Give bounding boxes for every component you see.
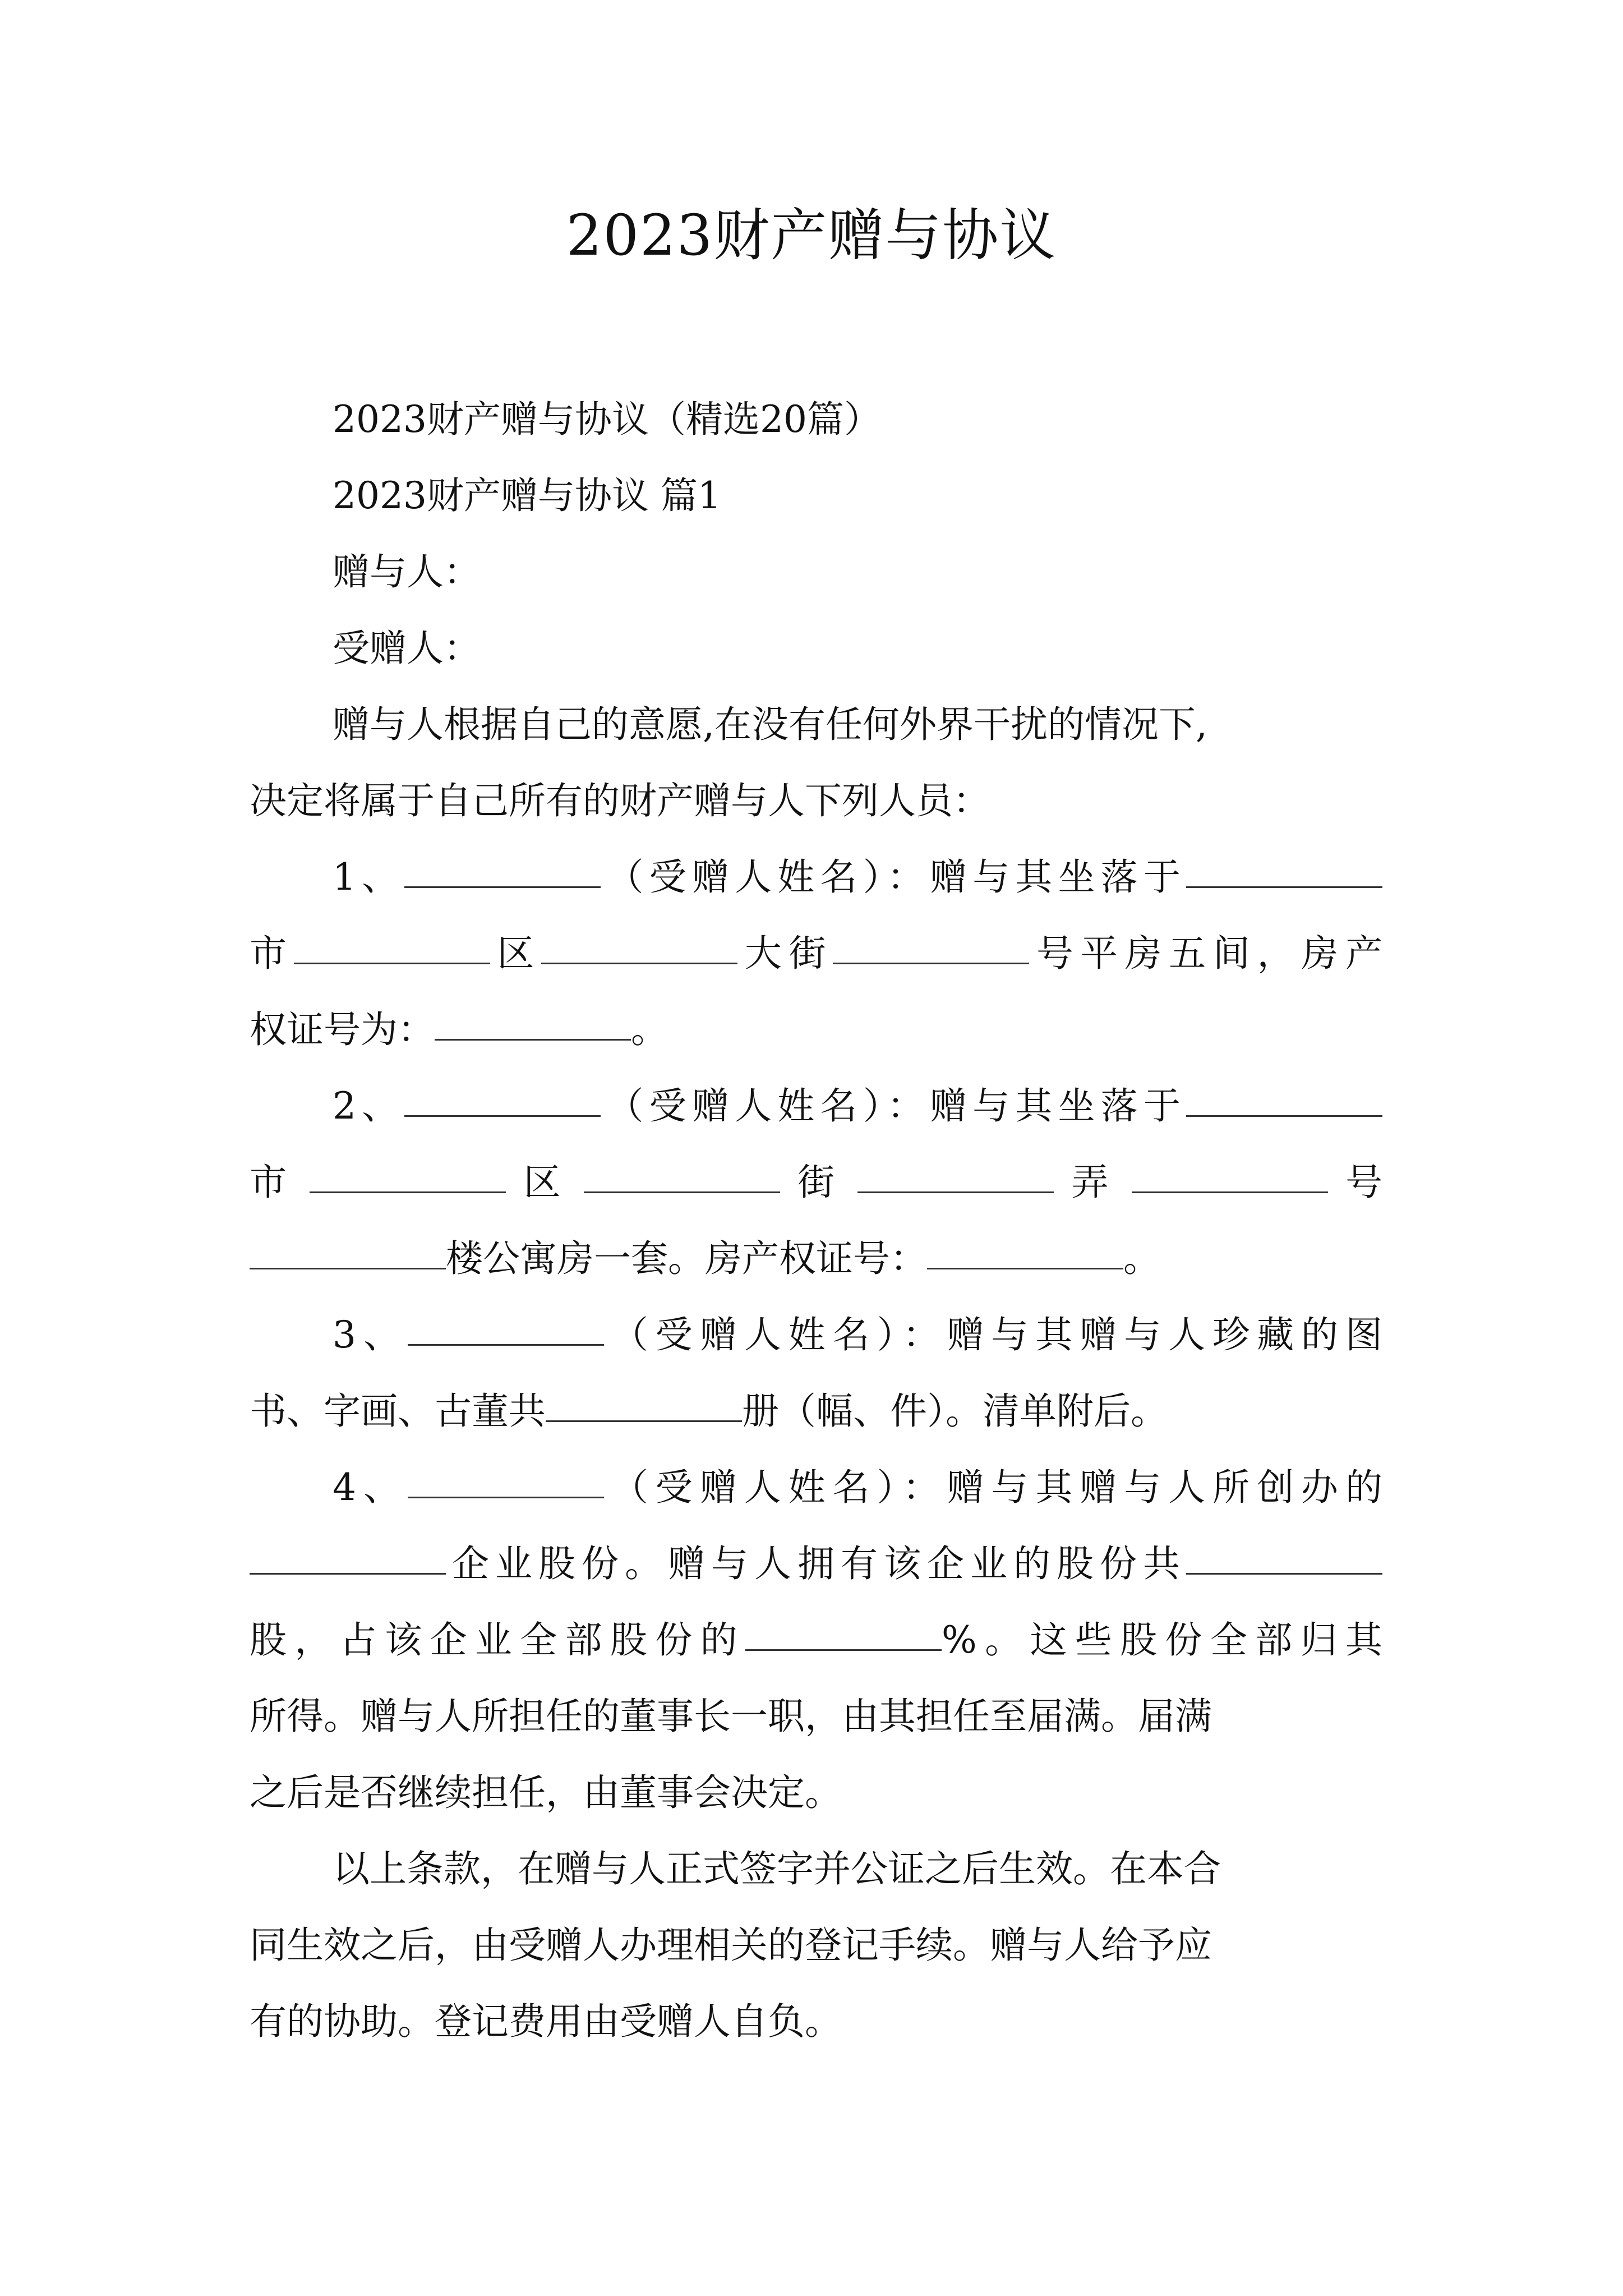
street-label: 大街 bbox=[737, 932, 833, 975]
item-text: 册（幅、件）。清单附后。 bbox=[742, 1389, 1168, 1433]
district-label: 区 bbox=[523, 1161, 566, 1204]
shares-blank[interactable] bbox=[1186, 1573, 1382, 1575]
item4-line-3 bbox=[250, 1602, 1382, 1678]
city-label: 市 bbox=[250, 1161, 293, 1204]
item3-line-1 bbox=[250, 1297, 1382, 1373]
intro-line-1: 赠与人根据自己的意愿,在没有任何外界干扰的情况下, bbox=[333, 703, 1207, 746]
item-number: 1、 bbox=[333, 855, 405, 899]
item-text: （受赠人姓名）：赠与其坐落于 bbox=[601, 855, 1187, 899]
item-text: （受赠人姓名）：赠与其赠与人所创办的 bbox=[603, 1466, 1382, 1509]
number-label: 号 bbox=[1345, 1161, 1382, 1204]
item3-line-2 bbox=[250, 1373, 1382, 1450]
donee-name-blank[interactable] bbox=[408, 1344, 604, 1346]
item-number: 4、 bbox=[333, 1466, 408, 1509]
building-blank[interactable] bbox=[250, 1268, 446, 1269]
location-blank[interactable] bbox=[1186, 886, 1382, 888]
item4-line-2 bbox=[250, 1526, 1382, 1602]
street-blank[interactable] bbox=[833, 963, 1029, 964]
item-text: 企业股份。赠与人拥有该企业的股份共 bbox=[446, 1542, 1186, 1585]
item-end: 。 bbox=[1123, 1237, 1160, 1280]
item-end: 。 bbox=[631, 1008, 668, 1051]
item2-line-2 bbox=[250, 1144, 1382, 1221]
donee-label: 受赠人： bbox=[333, 627, 481, 670]
item2-line-1 bbox=[250, 1068, 1382, 1144]
percent-blank[interactable] bbox=[745, 1649, 942, 1651]
section-heading: 2023财产赠与协议 篇1 bbox=[333, 474, 721, 517]
intro-line-2: 决定将属于自己所有的财产赠与人下列人员： bbox=[250, 779, 990, 822]
district-label: 区 bbox=[490, 932, 542, 975]
item1-line-1 bbox=[250, 839, 1382, 915]
district-blank[interactable] bbox=[541, 963, 737, 964]
location-blank[interactable] bbox=[1186, 1115, 1382, 1117]
quantity-blank[interactable] bbox=[546, 1420, 742, 1422]
donee-name-blank[interactable] bbox=[408, 1497, 604, 1498]
closing-line-2: 同生效之后，由受赠人办理相关的登记手续。赠与人给予应 bbox=[250, 1924, 1212, 1967]
street-blank[interactable] bbox=[857, 1191, 1054, 1193]
enterprise-blank[interactable] bbox=[250, 1573, 446, 1575]
subtitle: 2023财产赠与协议（精选20篇） bbox=[333, 398, 881, 441]
item4-line-1 bbox=[250, 1450, 1382, 1526]
item1-line-3 bbox=[250, 992, 1382, 1068]
document-body bbox=[250, 381, 1382, 2060]
item-text: 股，占该企业全部股份的 bbox=[250, 1618, 746, 1662]
item-text: 权证号为： bbox=[250, 1008, 435, 1051]
item-text: 号平房五间，房产 bbox=[1029, 932, 1382, 975]
certificate-blank[interactable] bbox=[435, 1039, 631, 1041]
item-text: （受赠人姓名）：赠与其坐落于 bbox=[601, 1084, 1187, 1128]
item-number: 3、 bbox=[333, 1313, 408, 1356]
donee-name-blank[interactable] bbox=[404, 1115, 601, 1117]
lane-blank[interactable] bbox=[1132, 1191, 1328, 1193]
city-label: 市 bbox=[250, 932, 294, 975]
district-blank[interactable] bbox=[584, 1191, 780, 1193]
item4-line-5: 之后是否继续担任，由董事会决定。 bbox=[250, 1771, 842, 1814]
closing-line-1: 以上条款，在赠与人正式签字并公证之后生效。在本合 bbox=[333, 1847, 1221, 1890]
item-text: 书、字画、古董共 bbox=[250, 1389, 546, 1433]
city-blank[interactable] bbox=[294, 963, 490, 964]
item-number: 2、 bbox=[333, 1084, 405, 1128]
city-blank[interactable] bbox=[310, 1191, 506, 1193]
item-text: 楼公寓房一套。房产权证号： bbox=[446, 1237, 927, 1280]
document-title: 2023财产赠与协议 bbox=[566, 203, 1057, 268]
closing-line-3: 有的协助。登记费用由受赠人自负。 bbox=[250, 2000, 842, 2043]
street-label: 街 bbox=[797, 1161, 841, 1204]
item4-line-4: 所得。赠与人所担任的董事长一职，由其担任至届满。届满 bbox=[250, 1695, 1212, 1738]
lane-label: 弄 bbox=[1071, 1161, 1114, 1204]
item2-line-3 bbox=[250, 1221, 1382, 1297]
item1-line-2 bbox=[250, 915, 1382, 992]
donor-label: 赠与人： bbox=[333, 550, 481, 593]
item-text: （受赠人姓名）：赠与其赠与人珍藏的图 bbox=[603, 1313, 1382, 1356]
item-text: %。这些股份全部归其 bbox=[942, 1618, 1382, 1662]
donee-name-blank[interactable] bbox=[404, 886, 601, 888]
certificate-blank[interactable] bbox=[927, 1268, 1123, 1269]
